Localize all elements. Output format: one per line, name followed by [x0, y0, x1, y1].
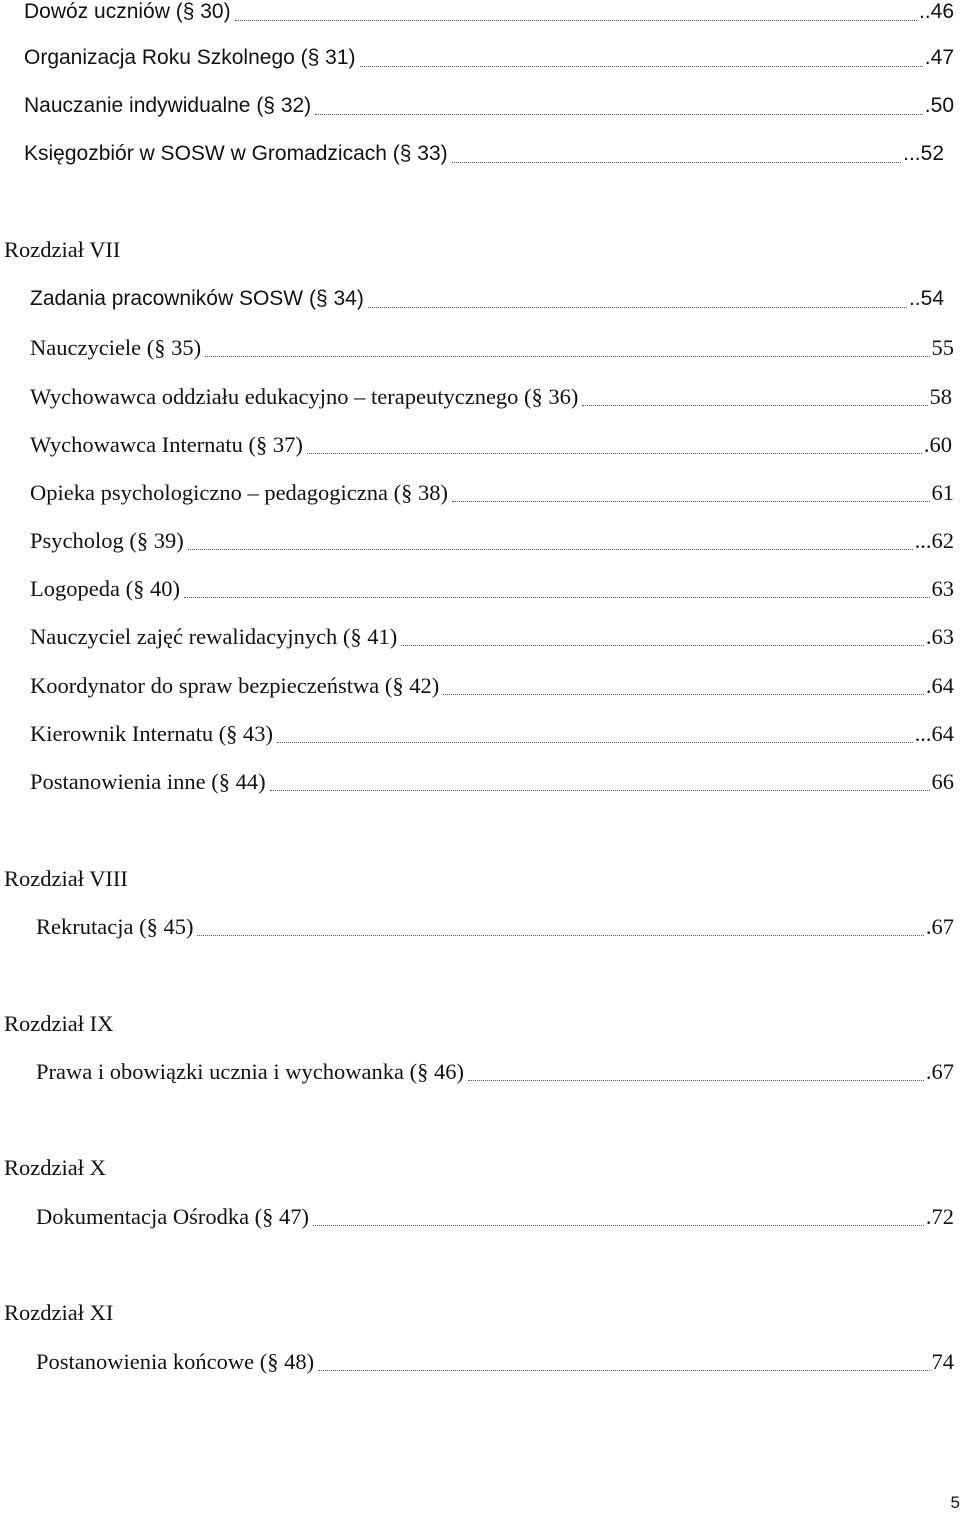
entry-page-number: 54 — [920, 287, 944, 310]
chapter-heading-vii: Rozdział VII — [4, 237, 121, 262]
entry-page-number: 46 — [930, 0, 954, 23]
dot-leader — [468, 1080, 924, 1081]
dot-leader — [205, 356, 929, 357]
entry-page-number: 67 — [931, 914, 954, 939]
entry-title: Koordynator do spraw bezpieczeństwa (§ 42) — [30, 673, 440, 698]
toc-entry-dowoz[interactable] — [24, 0, 954, 27]
toc-entry-logopeda[interactable] — [30, 574, 954, 604]
entry-title: Kierownik Internatu (§ 43) — [30, 721, 274, 746]
entry-title: Nauczyciele (§ 35) — [30, 335, 202, 360]
toc-entry-zadania-pracownikow[interactable] — [30, 284, 944, 314]
toc-entry-wychowawca-oddzialu[interactable] — [30, 382, 952, 412]
dots-prefix: . — [924, 94, 931, 117]
toc-entry-prawa-obowiazki[interactable] — [36, 1057, 954, 1087]
entry-title: Logopeda (§ 40) — [30, 576, 180, 601]
toc-entry-nauczyciel-zajec[interactable] — [30, 622, 954, 652]
dot-leader — [368, 307, 907, 308]
entry-page-number: 60 — [929, 432, 952, 457]
entry-title: Księgozbiór w SOSW w Gromadzicach (§ 33) — [24, 142, 448, 165]
dots-prefix: . — [925, 1204, 932, 1229]
toc-entry-opieka-psychologiczno[interactable] — [30, 478, 954, 508]
chapter-heading-x: Rozdział X — [4, 1155, 106, 1180]
entry-title: Postanowienia inne (§ 44) — [30, 769, 266, 794]
entry-title: Postanowienia końcowe (§ 48) — [36, 1349, 315, 1374]
dots-prefix: . — [925, 914, 932, 939]
entry-page-number: 66 — [931, 769, 954, 794]
dot-leader — [582, 405, 927, 406]
entry-page-number: 72 — [931, 1204, 954, 1229]
toc-entry-dokumentacja[interactable] — [36, 1202, 954, 1232]
entry-title: Nauczyciel zajęć rewalidacyjnych (§ 41) — [30, 624, 398, 649]
entry-page-number: 61 — [931, 480, 954, 505]
toc-entry-psycholog[interactable] — [30, 526, 954, 556]
entry-title: Dokumentacja Ośrodka (§ 47) — [36, 1204, 310, 1229]
toc-entry-wychowawca-internatu[interactable] — [30, 430, 952, 460]
dot-leader — [184, 597, 930, 598]
chapter-heading-viii: Rozdział VIII — [4, 866, 128, 891]
entry-page-number: 67 — [931, 1059, 954, 1084]
dot-leader — [452, 501, 930, 502]
entry-page-number: 50 — [930, 94, 954, 117]
dots-prefix: . — [924, 46, 931, 69]
entry-title: Organizacja Roku Szkolnego (§ 31) — [24, 46, 356, 69]
toc-entry-koordynator[interactable] — [30, 671, 954, 701]
dot-leader — [307, 453, 922, 454]
dot-leader — [443, 694, 924, 695]
toc-entry-postanowienia-koncowe[interactable] — [36, 1347, 954, 1377]
dot-leader — [318, 1370, 929, 1371]
dot-leader — [270, 790, 930, 791]
toc-entry-kierownik-internatu[interactable] — [30, 719, 954, 749]
dots-prefix: ... — [903, 142, 921, 165]
entry-page-number: 47 — [930, 46, 954, 69]
dots-prefix: .. — [908, 287, 921, 310]
entry-page-number: 64 — [931, 673, 954, 698]
entry-title: Wychowawca Internatu (§ 37) — [30, 432, 303, 457]
entry-page-number: 63 — [931, 624, 954, 649]
dot-leader — [235, 20, 917, 21]
entry-title: Dowóz uczniów (§ 30) — [24, 0, 231, 23]
dot-leader — [197, 935, 923, 936]
entry-page-number: 62 — [931, 528, 954, 553]
entry-page-number: 55 — [931, 335, 954, 360]
dot-leader — [315, 114, 923, 115]
dot-leader — [401, 645, 924, 646]
entry-page-number: 64 — [931, 721, 954, 746]
toc-entry-rekrutacja[interactable] — [36, 912, 954, 942]
entry-title: Zadania pracowników SOSW (§ 34) — [30, 287, 364, 310]
dots-prefix: . — [923, 432, 930, 457]
entry-title: Wychowawca oddziału edukacyjno – terapeutycznego (§ 36) — [30, 384, 579, 409]
dot-leader — [360, 66, 923, 67]
dots-prefix: ... — [914, 528, 932, 553]
entry-page-number: 52 — [920, 142, 944, 165]
dot-leader — [452, 162, 901, 163]
dot-leader — [277, 742, 913, 743]
chapter-heading-xi: Rozdział XI — [4, 1300, 114, 1325]
toc-entry-ksiegozbior[interactable] — [24, 139, 944, 169]
entry-page-number: 58 — [929, 384, 952, 409]
entry-title: Rekrutacja (§ 45) — [36, 914, 194, 939]
toc-entry-nauczanie-indywidualne[interactable] — [24, 91, 954, 121]
toc-entry-organizacja-roku[interactable] — [24, 43, 954, 73]
dot-leader — [188, 549, 913, 550]
dots-prefix: . — [925, 1059, 932, 1084]
entry-title: Nauczanie indywidualne (§ 32) — [24, 94, 312, 117]
entry-title: Psycholog (§ 39) — [30, 528, 184, 553]
dot-leader — [313, 1225, 924, 1226]
page-number: 5 — [950, 1493, 960, 1512]
toc-entry-postanowienia-inne[interactable] — [30, 767, 954, 797]
dots-prefix: . — [925, 624, 932, 649]
entry-page-number: 63 — [931, 576, 954, 601]
chapter-heading-ix: Rozdział IX — [4, 1011, 114, 1036]
dots-prefix: . — [925, 673, 932, 698]
entry-title: Prawa i obowiązki ucznia i wychowanka (§ 46) — [36, 1059, 464, 1084]
entry-title: Opieka psychologiczno – pedagogiczna (§ 38) — [30, 480, 448, 505]
dots-prefix: .. — [918, 0, 931, 23]
dots-prefix: ... — [914, 721, 932, 746]
toc-entry-nauczyciele[interactable] — [30, 333, 954, 363]
entry-page-number: 74 — [931, 1349, 954, 1374]
